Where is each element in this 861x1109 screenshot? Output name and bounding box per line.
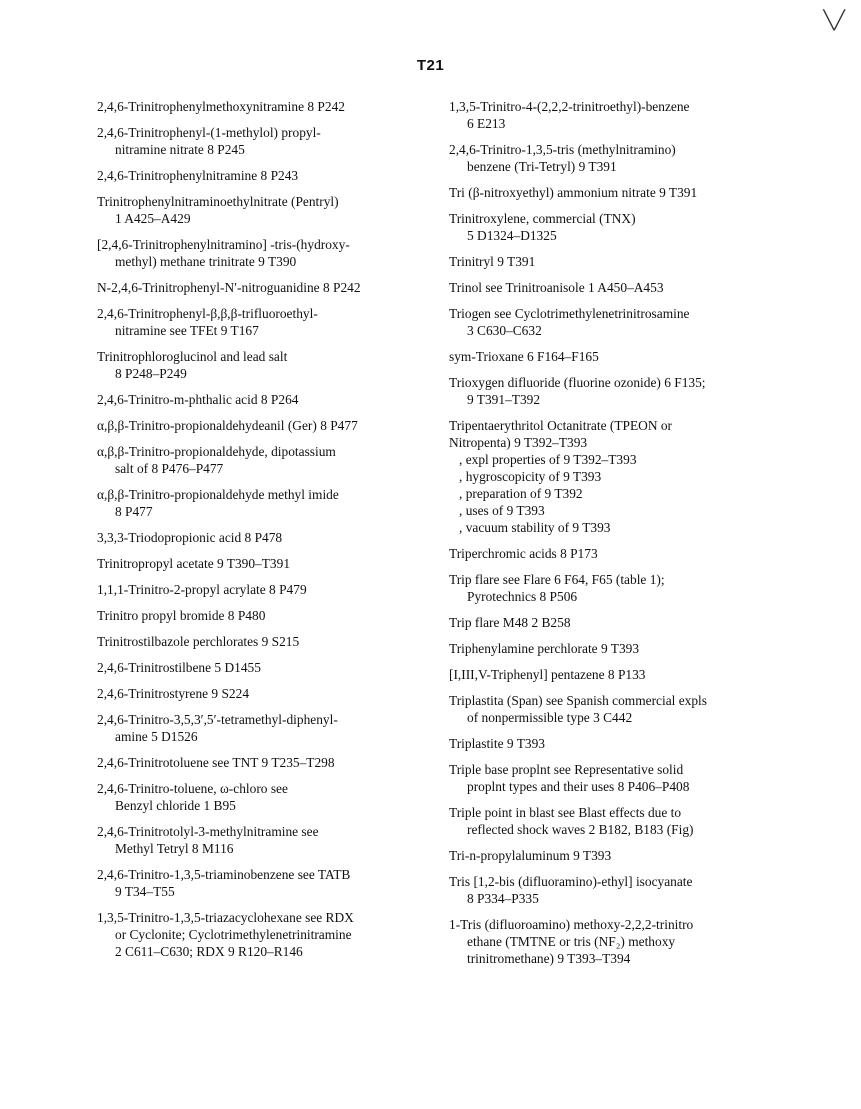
index-entry [97,348,432,382]
index-entry-continuation: 1 A425–A429 [115,211,191,226]
index-entry-heading: Trioxygen difluoride (fluorine ozonide) 6 F135; [449,375,706,390]
index-entry-heading: Trinitropropyl acetate 9 T390–T391 [97,556,291,571]
index-entry-heading: Trinitrophloroglucinol and lead salt [97,349,288,364]
index-entry-heading: Triple point in blast see Blast effects due to [449,805,682,820]
index-entry [449,804,809,838]
index-entry-continuation: ethane (TMTNE or tris (NF₂) methoxy [467,934,676,949]
index-entry [97,443,432,477]
index-entry [449,253,809,270]
index-entry-heading: Trinitrophenylnitraminoethylnitrate (Pentryl) [97,194,339,209]
index-entry [449,98,809,132]
index-entry-heading: Trinitro propyl bromide 8 P480 [97,608,266,623]
index-entry [449,374,809,408]
index-entry-heading: 1-Tris (difluoroamino) methoxy-2,2,2-trinitro [449,917,694,932]
index-entry-continuation: trinitromethane) 9 T393–T394 [467,951,631,966]
index-entry [97,581,432,598]
index-entry-heading: 1,1,1-Trinitro-2-propyl acrylate 8 P479 [97,582,307,597]
index-entry-heading: [I,III,V-Triphenyl] pentazene 8 P133 [449,667,646,682]
index-entry [97,279,432,296]
index-entry-continuation: 5 D1324–D1325 [467,228,557,243]
index-entry [97,236,432,270]
index-entry-continuation: 8 P334–P335 [467,891,539,906]
index-entry-continuation: Benzyl chloride 1 B95 [115,798,236,813]
index-entry-heading: sym-Trioxane 6 F164–F165 [449,349,599,364]
index-entry-heading: Tri-n-propylaluminum 9 T393 [449,848,612,863]
index-entry-heading: α,β,β-Trinitro-propionaldehydeanil (Ger) 8 P477 [97,418,358,433]
index-entry-heading: [2,4,6-Trinitrophenylnitramino] -tris-(hydroxy- [97,237,350,252]
index-entry-heading: Trip flare M48 2 B258 [449,615,571,630]
index-entry [449,640,809,657]
index-entry-continuation: 6 E213 [467,116,506,131]
index-entry [449,571,809,605]
index-entry-heading: 2,4,6-Trinitro-3,5,3′,5′-tetramethyl-diphenyl- [97,712,338,727]
index-entry-continuation: nitramine see TFEt 9 T167 [115,323,259,338]
right-index-column [449,98,809,976]
index-entry-heading: Triperchromic acids 8 P173 [449,546,598,561]
index-entry-continuation: , hygroscopicity of 9 T393 [459,469,602,484]
index-entry [449,417,809,536]
index-entry-continuation: Methyl Tetryl 8 M116 [115,841,234,856]
index-entry-continuation: 2 C611–C630; RDX 9 R120–R146 [115,944,303,959]
index-entry [97,391,432,408]
index-entry-continuation: Pyrotechnics 8 P506 [467,589,578,604]
index-entry-heading: 2,4,6-Trinitrophenylmethoxynitramine 8 P242 [97,99,345,114]
index-entry [97,98,432,115]
index-entry [449,545,809,562]
index-entry [449,184,809,201]
index-entry-continuation: amine 5 D1526 [115,729,198,744]
index-entry-continuation: proplnt types and their uses 8 P406–P408 [467,779,690,794]
index-entry-continuation: 9 T34–T55 [115,884,175,899]
index-entry-heading: Triphenylamine perchlorate 9 T393 [449,641,640,656]
index-entry [97,685,432,702]
index-entry [97,124,432,158]
index-entry-heading: Trinitryl 9 T391 [449,254,536,269]
index-entry [449,666,809,683]
index-entry [449,614,809,631]
index-entry [449,279,809,296]
corner-mark: ╲╱ [823,10,845,31]
index-entry-heading: Trinitroxylene, commercial (TNX) [449,211,636,226]
index-entry-continuation: , vacuum stability of 9 T393 [459,520,611,535]
index-entry-continuation: 8 P248–P249 [115,366,187,381]
index-entry-heading: Trinol see Trinitroanisole 1 A450–A453 [449,280,664,295]
index-entry-heading: 2,4,6-Trinitrotolyl-3-methylnitramine see [97,824,319,839]
index-entry-heading: 2,4,6-Trinitro-1,3,5-triaminobenzene see TATB [97,867,351,882]
index-entry [449,847,809,864]
index-entry [97,659,432,676]
index-entry-heading: Tri (β-nitroxyethyl) ammonium nitrate 9 T391 [449,185,698,200]
index-entry [97,193,432,227]
index-entry-continuation: of nonpermissible type 3 C442 [467,710,633,725]
index-entry [97,167,432,184]
index-entry-continuation: 8 P477 [115,504,153,519]
index-entry [97,633,432,650]
index-entry-heading: Triplastite 9 T393 [449,736,545,751]
index-entry-heading: N-2,4,6-Trinitrophenyl-N′-nitroguanidine 8 P242 [97,280,361,295]
index-entry [449,873,809,907]
index-entry [97,754,432,771]
index-entry-heading: Trinitrostilbazole perchlorates 9 S215 [97,634,300,649]
index-entry-heading: 2,4,6-Trinitrophenyl-(1-methylol) propyl- [97,125,321,140]
index-entry [97,555,432,572]
index-entry [97,823,432,857]
index-entry-heading: 2,4,6-Trinitrostyrene 9 S224 [97,686,250,701]
index-entry [449,348,809,365]
index-entry [449,210,809,244]
index-entry-continuation: benzene (Tri-Tetryl) 9 T391 [467,159,617,174]
index-entry-heading: 1,3,5-Trinitro-1,3,5-triazacyclohexane see RDX [97,910,354,925]
index-entry-heading: Triplastita (Span) see Spanish commercial expls [449,693,707,708]
index-entry-heading: Trip flare see Flare 6 F64, F65 (table 1); [449,572,665,587]
index-entry-heading: Tris [1,2-bis (difluoramino)-ethyl] isocyanate [449,874,693,889]
index-entry-continuation: reflected shock waves 2 B182, B183 (Fig) [467,822,694,837]
page-header: T21 [416,57,445,74]
index-entry [97,305,432,339]
index-entry [97,607,432,624]
index-entry-heading: 2,4,6-Trinitro-m-phthalic acid 8 P264 [97,392,299,407]
index-entry-heading: Tripentaerythritol Octanitrate (TPEON or [449,418,672,433]
index-entry-heading: α,β,β-Trinitro-propionaldehyde, dipotassium [97,444,336,459]
index-entry-heading: 2,4,6-Trinitrotoluene see TNT 9 T235–T298 [97,755,335,770]
index-entry-continuation: , uses of 9 T393 [459,503,545,518]
index-entry [449,916,809,967]
index-entry [97,529,432,546]
left-index-column [97,98,432,969]
index-entry-heading: α,β,β-Trinitro-propionaldehyde methyl imide [97,487,339,502]
index-entry [97,909,432,960]
index-entry [449,761,809,795]
index-entry [97,711,432,745]
index-entry-heading: Triogen see Cyclotrimethylenetrinitrosamine [449,306,690,321]
index-entry [449,305,809,339]
index-entry-continuation: or Cyclonite; Cyclotrimethylenetrinitramine [115,927,352,942]
index-entry-continuation: 3 C630–C632 [467,323,542,338]
index-entry-continuation: , expl properties of 9 T392–T393 [459,452,637,467]
index-entry-continuation: nitramine nitrate 8 P245 [115,142,245,157]
index-entry-heading: 2,4,6-Trinitrophenyl-β,β,β-trifluoroethyl- [97,306,318,321]
index-entry-continuation: methyl) methane trinitrate 9 T390 [115,254,297,269]
index-entry-heading: 2,4,6-Trinitro-toluene, ω-chloro see [97,781,288,796]
index-entry [97,486,432,520]
index-entry [97,780,432,814]
index-entry-heading: 2,4,6-Trinitro-1,3,5-tris (methylnitramino) [449,142,676,157]
index-entry-continuation: Nitropenta) 9 T392–T393 [449,435,588,450]
index-entry [97,417,432,434]
index-entry-heading: 1,3,5-Trinitro-4-(2,2,2-trinitroethyl)-benzene [449,99,690,114]
index-entry [97,866,432,900]
index-entry [449,141,809,175]
index-entry [449,735,809,752]
index-entry-continuation: , preparation of 9 T392 [459,486,583,501]
index-entry-heading: Triple base proplnt see Representative solid [449,762,684,777]
index-entry-continuation: 9 T391–T392 [467,392,541,407]
index-entry-heading: 3,3,3-Triodopropionic acid 8 P478 [97,530,283,545]
index-entry-heading: 2,4,6-Trinitrostilbene 5 D1455 [97,660,261,675]
index-entry [449,692,809,726]
index-entry-heading: 2,4,6-Trinitrophenylnitramine 8 P243 [97,168,299,183]
index-entry-continuation: salt of 8 P476–P477 [115,461,224,476]
